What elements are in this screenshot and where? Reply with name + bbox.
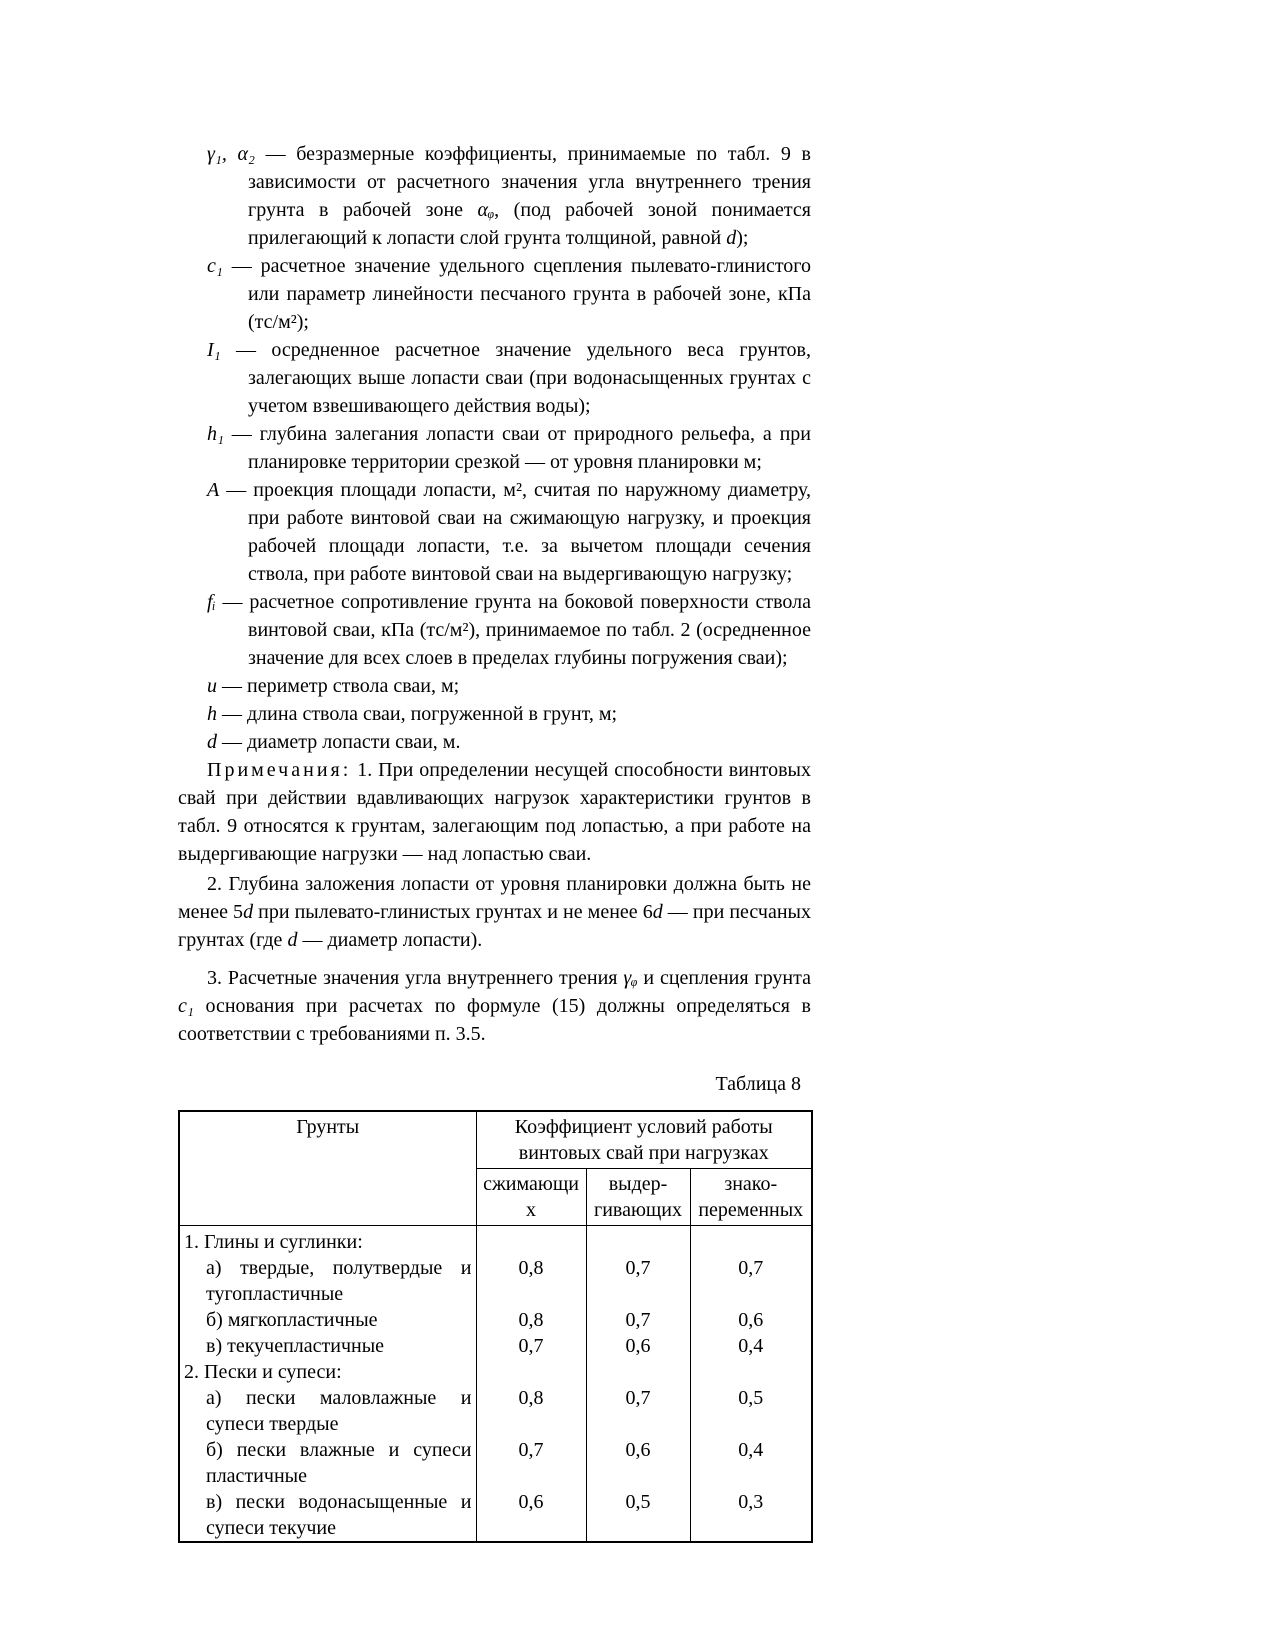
table-row — [179, 1359, 812, 1385]
inline-math-c1: c₁ — [178, 995, 194, 1017]
note-text: при пылевато-глинистых грунтах и не менее 6 — [253, 901, 653, 923]
definition-term: c₁ — [207, 255, 223, 277]
table-cell-value: 0,6 — [476, 1489, 586, 1542]
header-cell-soils: Грунты — [179, 1111, 476, 1226]
table-cell-label: 1. Глины и суглинки: — [179, 1226, 476, 1256]
table-cell-value: 0,7 — [690, 1255, 812, 1307]
table-body — [179, 1226, 812, 1543]
definition-term: d — [207, 731, 217, 753]
note-text: и сцепления грунта — [637, 967, 811, 989]
definition-h — [178, 700, 811, 728]
table-cell-value — [476, 1226, 586, 1256]
table-cell-value: 0,7 — [586, 1255, 690, 1307]
note-3 — [178, 964, 811, 1048]
table-cell-label: в) пески водонасыщенные и супеси текучие — [179, 1489, 476, 1542]
table-caption: Таблица 8 — [715, 1073, 801, 1095]
inline-math-d: d — [287, 929, 298, 951]
table-cell-value: 0,5 — [586, 1489, 690, 1542]
table-cell-label: б) мягкопластичные — [179, 1307, 476, 1333]
table-cell-value: 0,7 — [586, 1385, 690, 1437]
table-header-row — [179, 1111, 812, 1169]
definition-text: — периметр ствола сваи, м; — [217, 675, 460, 697]
table-row — [179, 1437, 812, 1489]
definition-text: — проекция площади лопасти, м², считая по наружному диаметру, при работе винтовой сваи на сжимающую нагрузку, и проекция рабочей площади лопасти, т.е. за вычетом площади сечения ствола, при работе винтовой сваи на выдергивающую нагрузку; — [219, 479, 811, 585]
table-row — [179, 1333, 812, 1359]
table-cell-value: 0,8 — [476, 1307, 586, 1333]
table-row — [179, 1226, 812, 1256]
definition-text: — диаметр лопасти сваи, м. — [217, 731, 461, 753]
table-row — [179, 1255, 812, 1307]
table-cell-value — [690, 1226, 812, 1256]
note-1 — [178, 756, 811, 868]
table-row — [179, 1307, 812, 1333]
note-2 — [178, 870, 811, 954]
inline-math-gamma-phi: γᵩ — [623, 967, 638, 989]
table-cell-value: 0,7 — [476, 1437, 586, 1489]
note-text: — диаметр лопасти). — [297, 929, 483, 951]
inline-math-d: d — [652, 901, 663, 923]
table-cell-value — [586, 1226, 690, 1256]
table-cell-value — [586, 1359, 690, 1385]
table-cell-value: 0,4 — [690, 1333, 812, 1359]
table-cell-value: 0,7 — [476, 1333, 586, 1359]
definition-term: I₁ — [207, 339, 221, 361]
definition-text: — безразмерные коэффициенты, принимаемые по табл. 9 в зависимости от расчетного значения угла внутреннего трения грунта в рабочей зоне — [248, 143, 811, 221]
header-cell-alternating: знако-переменных — [690, 1169, 812, 1226]
definition-term: γ₁, α₂ — [207, 143, 255, 165]
note-text: — при песчаных грунтах (где — [178, 901, 811, 951]
inline-math-d: d — [726, 227, 737, 249]
definition-text: — глубина залегания лопасти сваи от природного рельефа, а при планировке территории срезкой — от уровня планировки м; — [223, 423, 811, 473]
table-cell-value — [690, 1359, 812, 1385]
header-cell-compressive: сжимающих — [476, 1169, 586, 1226]
definition-text: — расчетное сопротивление грунта на боковой поверхности ствола винтовой сваи, кПа (тс/м²), принимаемое по табл. 2 (осредненное значение для всех слоев в пределах глубины погружения сваи); — [215, 591, 811, 669]
table-row — [179, 1385, 812, 1437]
definition-term: u — [207, 675, 217, 697]
table-head — [179, 1111, 812, 1226]
definition-d — [178, 728, 811, 756]
definition-term: A — [207, 479, 220, 501]
note-text: 2. Глубина заложения лопасти от уровня планировки должна быть не менее 5 — [178, 873, 811, 923]
table-cell-value: 0,5 — [690, 1385, 812, 1437]
definition-text: , (под рабочей зоной понимается прилегающий к лопасти слой грунта толщиной, равной — [248, 199, 811, 249]
table-cell-value: 0,8 — [476, 1255, 586, 1307]
note-text: 1. При определении несущей способности винтовых свай при действии вдавливающих нагрузок характеристики грунтов в табл. 9 относятся к грунтам, залегающим под лопастью, а при работе на выдергивающие нагрузки — над лопастью сваи. — [178, 759, 811, 865]
inline-math-d: d — [243, 901, 254, 923]
table-cell-label: 2. Пески и супеси: — [179, 1359, 476, 1385]
definition-text: — расчетное значение удельного сцепления пылевато-глинистого или параметр линейности песчаного грунта в рабочей зоне, кПа (тс/м²); — [222, 255, 811, 333]
definition-u — [178, 672, 811, 700]
definition-term: h₁ — [207, 423, 224, 445]
table-row — [179, 1489, 812, 1542]
document-content — [178, 140, 811, 1543]
notes-label: Примечания: — [207, 759, 352, 781]
definition-text: — осредненное расчетное значение удельного веса грунтов, залегающих выше лопасти сваи (при водонасыщенных грунтах с учетом взвешивающего действия воды); — [220, 339, 811, 417]
definition-A — [178, 476, 811, 588]
note-text: 3. Расчетные значения угла внутреннего трения — [207, 967, 624, 989]
header-cell-pullout: выдер-гивающих — [586, 1169, 690, 1226]
table-cell-label: в) текучепластичные — [179, 1333, 476, 1359]
table-cell-value: 0,4 — [690, 1437, 812, 1489]
definition-c1 — [178, 252, 811, 336]
definition-term: fᵢ — [207, 591, 216, 613]
table-cell-value: 0,6 — [690, 1307, 812, 1333]
table-cell-value: 0,8 — [476, 1385, 586, 1437]
table-cell-label: а) пески маловлажные и супеси твердые — [179, 1385, 476, 1437]
definition-h1 — [178, 420, 811, 476]
definition-fi — [178, 588, 811, 672]
table-cell-label: а) твердые, полутвердые и тугопластичные — [179, 1255, 476, 1307]
table-cell-label: б) пески влажные и супеси пластичные — [179, 1437, 476, 1489]
definition-term: h — [207, 703, 217, 725]
inline-math-alpha-phi: αᵩ — [477, 199, 495, 221]
table-cell-value: 0,6 — [586, 1333, 690, 1359]
header-cell-group: Коэффициент условий работы винтовых свай при нагрузках — [476, 1111, 812, 1169]
table-cell-value: 0,7 — [586, 1307, 690, 1333]
definition-gamma-alpha — [178, 140, 811, 252]
table-cell-value: 0,6 — [586, 1437, 690, 1489]
definition-text: — длина ствола сваи, погруженной в грунт, м; — [217, 703, 618, 725]
definition-text: ); — [736, 227, 749, 249]
table-cell-value: 0,3 — [690, 1489, 812, 1542]
definition-I1 — [178, 336, 811, 420]
note-text: основания при расчетах по формуле (15) должны определяться в соответствии с требованиями п. 3.5. — [178, 995, 811, 1045]
coefficients-table — [178, 1110, 813, 1543]
table-cell-value — [476, 1359, 586, 1385]
